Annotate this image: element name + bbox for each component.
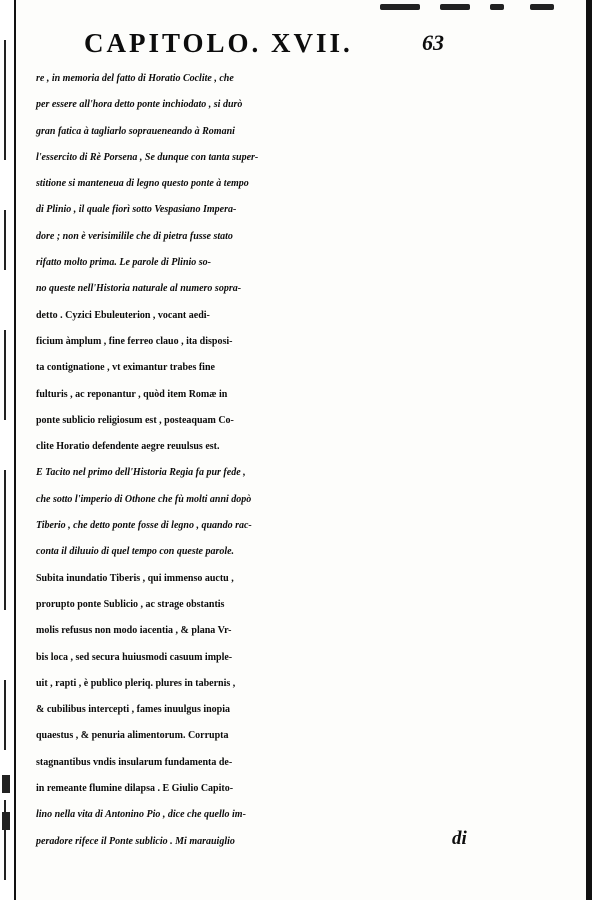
- text-line: Tiberio , che detto ponte fosse di legno , quando rac-: [36, 520, 252, 532]
- text-line: & cubilibus intercepti , fames inuulgus inopia: [36, 704, 231, 716]
- scan-margin-mark: [2, 812, 10, 830]
- text-line: l'essercito di Rè Porsena , Se dunque con tanta super-: [36, 151, 259, 163]
- text-line: re , in memoria del fatto di Horatio Coclite , che: [36, 73, 234, 84]
- running-header: [60, 28, 540, 68]
- scan-margin-mark: [2, 775, 10, 793]
- text-line: uit , rapti , è publico pleriq. plures in tabernis ,: [36, 677, 236, 689]
- text-line: Subita inundatio Tiberis , qui immenso auctu ,: [36, 572, 234, 584]
- page-number: 63: [422, 30, 444, 55]
- text-line: lino nella vita di Antonino Pio , dice che quello im-: [36, 809, 246, 821]
- text-line: ponte sublicio religiosum est , posteaquam Co-: [36, 414, 234, 426]
- text-line: stagnantibus vndis insularum fundamenta de-: [36, 756, 233, 768]
- text-line: in remeante flumine dilapsa . E Giulio Capito-: [36, 783, 234, 795]
- body-text: [36, 66, 556, 855]
- text-line: che sotto l'imperio di Othone che fù molti anni dopò: [36, 493, 252, 505]
- chapter-title: CAPITOLO. XVII.: [84, 28, 353, 58]
- text-line: conta il diluuio di quel tempo con queste parole.: [36, 546, 235, 558]
- scan-right-edge: [586, 0, 592, 900]
- text-line: detto . Cyzici Ebuleuterion , vocant aedi-: [36, 309, 210, 321]
- scan-left-margin: [0, 0, 16, 900]
- text-line: rifatto molto prima. Le parole di Plinio so-: [36, 257, 211, 269]
- catchword: di: [452, 828, 467, 849]
- text-line: molis refusus non modo iacentia , & plana Vr-: [36, 625, 232, 637]
- text-line: dore ; non è verisimilile che di pietra fusse stato: [36, 230, 233, 242]
- text-line: peradore rifece il Ponte sublicio . Mi marauiglio: [36, 835, 235, 847]
- text-line: fulturis , ac reponantur , quòd item Romæ in: [36, 388, 228, 400]
- text-line: quaestus , & penuria alimentorum. Corrupta: [36, 730, 229, 742]
- text-line: stitione si manteneua di legno questo ponte à tempo: [36, 178, 249, 190]
- text-line: clite Horatio defendente aegre reuulsus est.: [36, 441, 220, 453]
- text-line: ficium àmplum , fine ferreo clauo , ita disposi-: [36, 335, 233, 347]
- text-line: bis loca , sed secura huiusmodi casuum imple-: [36, 651, 233, 663]
- text-line: gran fatica à tagliarlo sopraueneando à Romani: [36, 125, 235, 137]
- bleed-through-marks: [360, 2, 560, 16]
- text-line: no queste nell'Historia naturale al numero sopra-: [36, 283, 242, 295]
- text-line: E Tacito nel primo dell'Historia Regia fa pur fede ,: [36, 467, 246, 479]
- text-line: ta contignatione , vt eximantur trabes fine: [36, 362, 215, 374]
- text-line: di Plinio , il quale fiorì sotto Vespasiano Impera-: [36, 204, 237, 216]
- text-line: prorupto ponte Sublicio , ac strage obstantis: [36, 598, 225, 610]
- text-line: per essere all'hora detto ponte inchiodato , si durò: [36, 99, 243, 111]
